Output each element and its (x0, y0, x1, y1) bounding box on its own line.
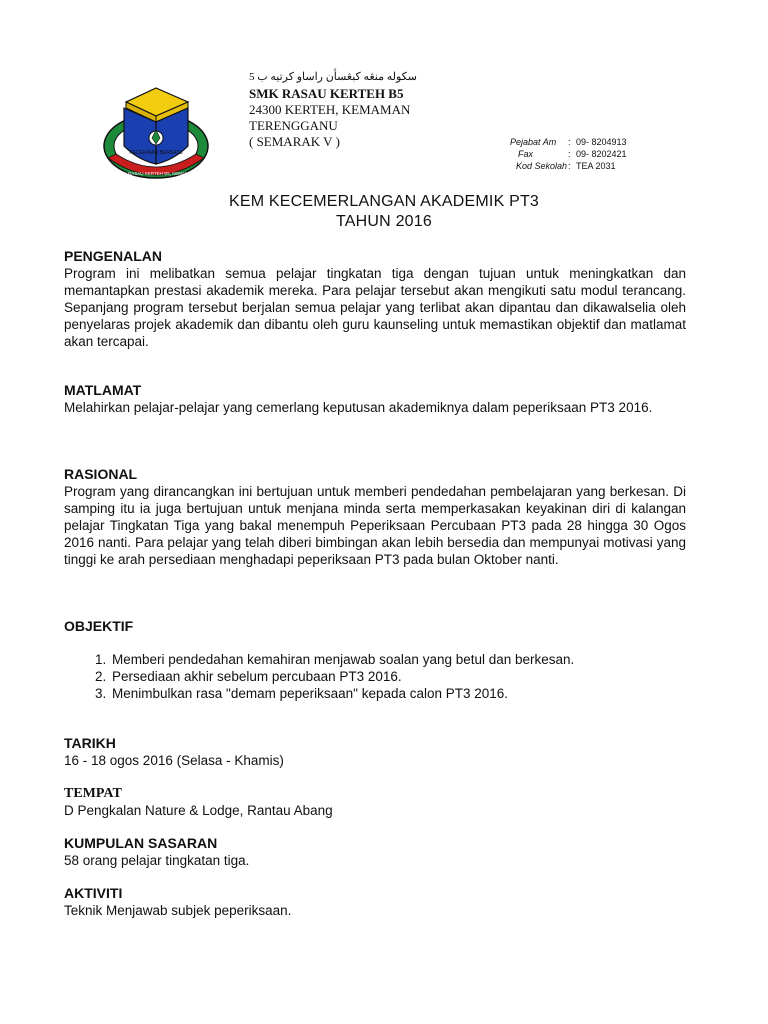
contact-label: Fax (518, 149, 534, 159)
section-matlamat (64, 382, 686, 416)
section-heading: MATLAMAT (64, 382, 142, 398)
section-heading: TARIKH (64, 735, 116, 751)
contact-row-fax: Fax : 09- 8202421 (510, 148, 627, 160)
section-text: 16 - 18 ogos 2016 (Selasa - Khamis) (64, 753, 284, 768)
address-line-1: 24300 KERTEH, KEMAMAN (249, 102, 411, 117)
section-text: 58 orang pelajar tingkatan tiga. (64, 853, 250, 868)
school-name: SMK RASAU KERTEH B5 (249, 86, 404, 101)
section-pengenalan (64, 248, 686, 350)
section-heading: RASIONAL (64, 466, 138, 482)
list-item: 3. Menimbulkan rasa "demam peperiksaan" kepada calon PT3 2016. (110, 685, 686, 702)
contact-row-school-code: Kod Sekolah : TEA 2031 (510, 160, 627, 172)
section-text: Program ini melibatkan semua pelajar tingkatan tiga dengan tujuan untuk meningkatkan dan memantapkan prestasi akademik mereka. Para pelajar tersebut akan mengikuti satu modul terancang. Sepanjang program tersebut berjalan semua pelajar yang terlibat akan dipantau dan dikawalselia oleh penyelaras projek akademik dan dibantu oleh guru kaunseling untuk memastikan objektif dan matlamat akan tercapai. (64, 266, 686, 349)
letterhead (249, 70, 417, 150)
section-heading: TEMPAT (64, 786, 122, 801)
section-heading: OBJEKTIF (64, 618, 134, 634)
document-subtitle: TAHUN 2016 (336, 213, 432, 230)
contact-value: 09- 8204913 (576, 137, 627, 147)
school-crest (64, 80, 249, 192)
section-heading: AKTIVITI (64, 885, 123, 901)
contact-label: Pejabat Am (510, 137, 557, 147)
contact-label: Kod Sekolah (516, 161, 568, 171)
section-tempat (64, 785, 686, 819)
list-item: 2. Persediaan akhir sebelum percubaan PT3 2016. (110, 668, 686, 685)
section-text: Program yang dirancangkan ini bertujuan untuk memberi pendedahan pembelajaran yang berkesan. Di samping itu ia juga bertujuan untuk menjana minda serta memperkasakan keyakinan diri di kalangan pelajar Tingkatan Tiga yang bakal menempuh Peperiksaan Percubaan PT3 pada 28 hingga 30 Ogos 2016 nanti. Para pelajar yang telah diberi bimbingan akan lebih bersedia dan mempunyai motivasi yang tinggi ke arah persediaan menghadapi peperiksaan PT3 pada bulan Oktober nanti. (64, 484, 686, 567)
list-item: 1. Memberi pendedahan kemahiran menjawab soalan yang betul dan berkesan. (110, 651, 686, 668)
crest-motto: KECERIAAN BERSATU (129, 150, 183, 156)
section-text: D Pengkalan Nature & Lodge, Rantau Abang (64, 803, 333, 818)
section-heading: PENGENALAN (64, 248, 163, 264)
crest-ring-text: SMK RASAU KERTEH B5, KEMAMAN (117, 171, 195, 176)
contact-row-office: Pejabat Am : 09- 8204913 (510, 137, 627, 147)
section-text: Melahirkan pelajar-pelajar yang cemerlang keputusan akademiknya dalam peperiksaan PT3 2016. (64, 400, 653, 415)
section-kumpulan-sasaran (64, 835, 686, 869)
address-line-3: ( SEMARAK V ) (249, 134, 340, 149)
section-text: Teknik Menjawab subjek peperiksaan. (64, 903, 292, 918)
section-tarikh (64, 735, 686, 769)
document-title: KEM KECEMERLANGAN AKADEMIK PT3 (228, 193, 540, 210)
crest-icon (64, 80, 249, 192)
contact-value: 09- 8202421 (576, 149, 627, 159)
section-objektif (64, 618, 686, 702)
contact-block (510, 136, 627, 172)
objective-list (64, 651, 686, 702)
contact-value: TEA 2031 (576, 161, 616, 171)
section-rasional (64, 466, 686, 568)
jawi-school-name: سكوله منڠه كبڠسأن راساو كرتيه ب 5 (249, 71, 417, 83)
section-heading: KUMPULAN SASARAN (64, 835, 218, 851)
section-aktiviti (64, 885, 686, 919)
address-line-2: TERENGGANU (249, 118, 338, 133)
